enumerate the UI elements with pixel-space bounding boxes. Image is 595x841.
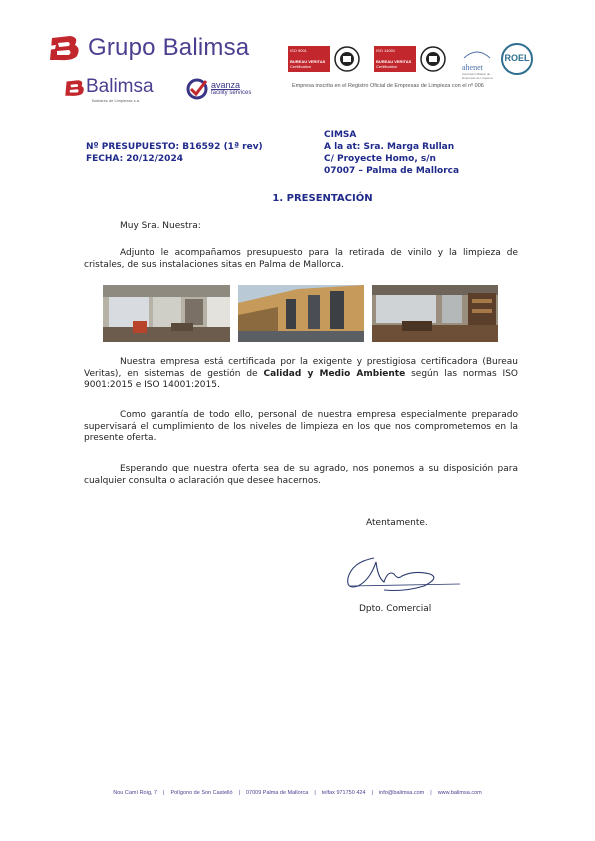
brand-sub-tag: Baleares de Limpiezas s.a. [92, 98, 141, 103]
section-title: 1. PRESENTACIÓN [272, 193, 373, 204]
signature-icon [344, 548, 462, 594]
cert-certified-label: Certification [290, 64, 312, 69]
ahenet-arc-icon [462, 49, 492, 59]
cert-iso14001-label: ISO 14001 [376, 48, 396, 53]
certification-text-post: según las normas ISO 9001:2015 e ISO 14001:2015. [84, 368, 518, 390]
cert-bureau-label: BUREAU VERITAS [376, 59, 412, 64]
footer: Nou Camí Roig, 7 | Polígono de Son Castelló | 07009 Palma de Mallorca | telfax 971750 424 | info@balimsa.com | www.balimsa.com [113, 790, 482, 796]
client-attention: A la at: Sra. Marga Rullan [324, 142, 455, 152]
paragraph-closing-offer: Esperando que nuestra oferta sea de su agrado, nos ponemos a su disposición para cualquier consulta o aclaración que desee hacernos. [84, 464, 518, 486]
bureau-veritas-iso14001-badge [374, 42, 450, 76]
avanza-check-icon [186, 78, 208, 100]
cert-bureau-label: BUREAU VERITAS [290, 59, 326, 64]
ahenet-logo [462, 44, 496, 80]
brand-main-title: Grupo Balimsa [88, 34, 250, 61]
bureau-veritas-seal-icon [420, 46, 446, 72]
cert-certified-label: Certification [376, 64, 398, 69]
footer-address: Nou Camí Roig, 7 [113, 790, 157, 796]
office-photo-1 [103, 285, 230, 342]
budget-number: Nº PRESUPUESTO: B16592 (1ª rev) [86, 142, 263, 152]
balimsa-b-icon [48, 34, 82, 62]
balimsa-small-b-icon [64, 78, 86, 98]
certification-text-bold: Calidad y Medio Ambiente [263, 368, 406, 379]
office-photo-3 [372, 285, 498, 342]
grupo-balimsa-logo [48, 34, 249, 62]
registry-note: Empresa inscrita en el Registro Oficial de Empresas de Limpieza con el nº 006 [292, 83, 484, 89]
avanza-name: avanza [211, 80, 241, 90]
cert-iso9001-label: ISO 9001 [290, 48, 307, 53]
budget-date: FECHA: 20/12/2024 [86, 154, 183, 164]
department-label: Dpto. Comercial [359, 604, 432, 614]
footer-phone: telfax 971750 424 [321, 790, 366, 796]
certification-text-pre: Nuestra empresa está certificada por la exigente y prestigiosa certificadora (Bureau Veritas), en sistemas de gestión de [84, 357, 518, 379]
bureau-veritas-seal-icon [334, 46, 360, 72]
balimsa-logo [64, 76, 174, 102]
paragraph-certification [84, 357, 518, 392]
building-photo-2 [238, 285, 364, 342]
footer-postal: 07009 Palma de Mallorca [245, 790, 309, 796]
footer-email[interactable]: info@balimsa.com [378, 790, 425, 796]
budget-info [86, 141, 263, 165]
greeting [84, 221, 518, 233]
brand-sub-title: Balimsa [86, 76, 154, 97]
avanza-tagline: facility services [211, 90, 252, 96]
paragraph-intro: Adjunto le acompañamos presupuesto para la retirada de vinilo y la limpieza de cristales, de sus instalaciones sitas en Palma de Mallorca. [84, 248, 518, 270]
client-city: 07007 – Palma de Mallorca [324, 166, 460, 176]
avanza-logo [186, 78, 251, 100]
footer-web[interactable]: www.balimsa.com [437, 790, 482, 796]
client-company: CIMSA [324, 130, 357, 140]
footer-estate: Polígono de Son Castelló [170, 790, 233, 796]
closing-salutation: Atentamente. [366, 518, 428, 528]
client-street: C/ Proyecte Homo, s/n [324, 154, 436, 164]
roel-logo [500, 42, 534, 76]
ahenet-tagline: Asociación Balear de Empresas de Limpieza [462, 72, 493, 80]
ahenet-name: ahenet [462, 63, 483, 72]
greeting-text: Muy Sra. Nuestra: [120, 221, 201, 231]
client-address [324, 129, 459, 177]
paragraph-guarantee: Como garantía de todo ello, personal de nuestra empresa especialmente preparado supervisará el cumplimiento de los niveles de limpieza en los que nos comprometemos en la presente oferta. [84, 410, 518, 443]
roel-label: ROEL [504, 53, 530, 63]
bureau-veritas-iso9001-badge [288, 42, 364, 76]
